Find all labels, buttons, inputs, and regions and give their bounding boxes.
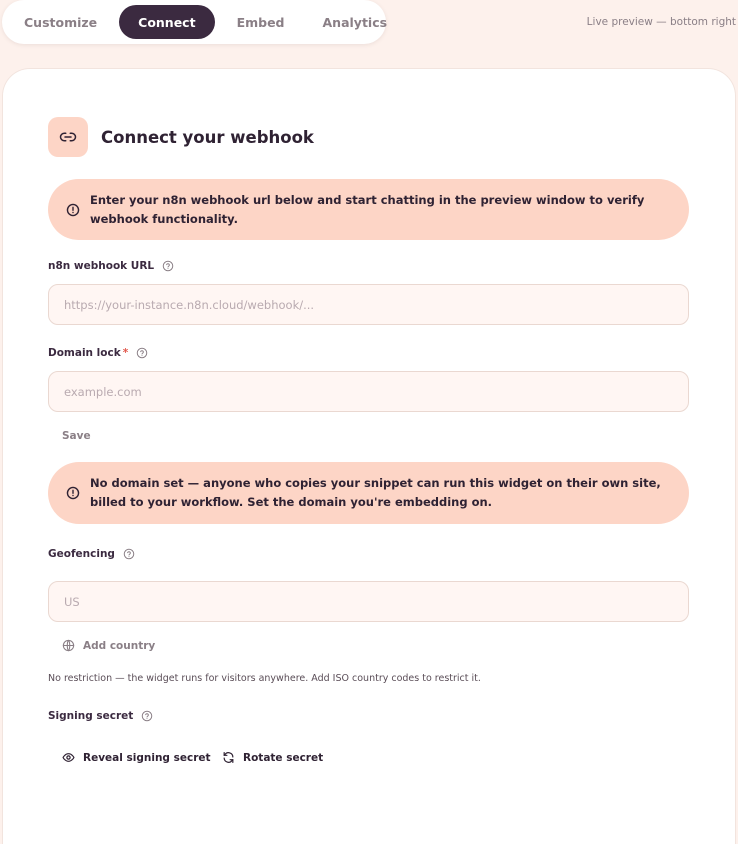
webhook-url-input[interactable] (48, 284, 689, 325)
tab-customize[interactable]: Customize (24, 14, 98, 30)
domain-lock-input[interactable] (48, 371, 689, 412)
info-alert-text: Enter your n8n webhook url below and start chatting in the preview window to verify webhook functionality. (90, 192, 645, 226)
tab-analytics[interactable]: Analytics (322, 14, 388, 30)
globe-icon (62, 639, 75, 652)
tab-connect[interactable]: Connect (119, 5, 214, 39)
alert-circle-icon (66, 203, 80, 217)
eye-icon (62, 751, 75, 764)
domain-warning-alert (48, 462, 689, 524)
help-circle-icon[interactable] (141, 710, 153, 722)
tab-embed[interactable]: Embed (236, 14, 285, 30)
add-country-label: Add country (83, 639, 156, 652)
domain-warning-text: No domain set — anyone who copies your snippet can run this widget on their own site, billed to your workflow. Set the domain you're embedding on. (90, 476, 661, 509)
domain-lock-label-text: Domain lock (48, 347, 121, 359)
link-icon (48, 117, 88, 157)
help-circle-icon[interactable] (136, 347, 148, 359)
geofencing-label (48, 548, 135, 560)
reveal-signing-secret-button[interactable] (62, 751, 211, 764)
add-country-button[interactable] (62, 639, 155, 652)
domain-lock-label (48, 347, 148, 359)
page-title: Connect your webhook (101, 127, 314, 147)
signing-secret-label-text: Signing secret (48, 710, 134, 722)
geofencing-note: No restriction — the widget runs for visitors anywhere. Add ISO country codes to restrict it. (48, 673, 481, 684)
reveal-signing-secret-label: Reveal signing secret (83, 751, 211, 764)
refresh-icon (222, 751, 235, 764)
signing-secret-label (48, 710, 153, 722)
help-circle-icon[interactable] (123, 548, 135, 560)
connect-card (2, 68, 736, 844)
section-header (48, 117, 314, 157)
webhook-url-label-text: n8n webhook URL (48, 260, 155, 272)
tab-bar (2, 0, 386, 44)
save-domain-button[interactable]: Save (62, 430, 91, 442)
rotate-secret-button[interactable] (222, 751, 323, 764)
info-alert (48, 179, 689, 240)
webhook-url-label (48, 260, 174, 272)
rotate-secret-label: Rotate secret (243, 751, 324, 764)
country-code-input[interactable] (48, 581, 689, 622)
geofencing-label-text: Geofencing (48, 548, 115, 560)
help-circle-icon[interactable] (162, 260, 174, 272)
alert-circle-icon (66, 486, 80, 500)
live-preview-note: Live preview — bottom right (586, 16, 736, 28)
required-marker: * (122, 347, 129, 359)
